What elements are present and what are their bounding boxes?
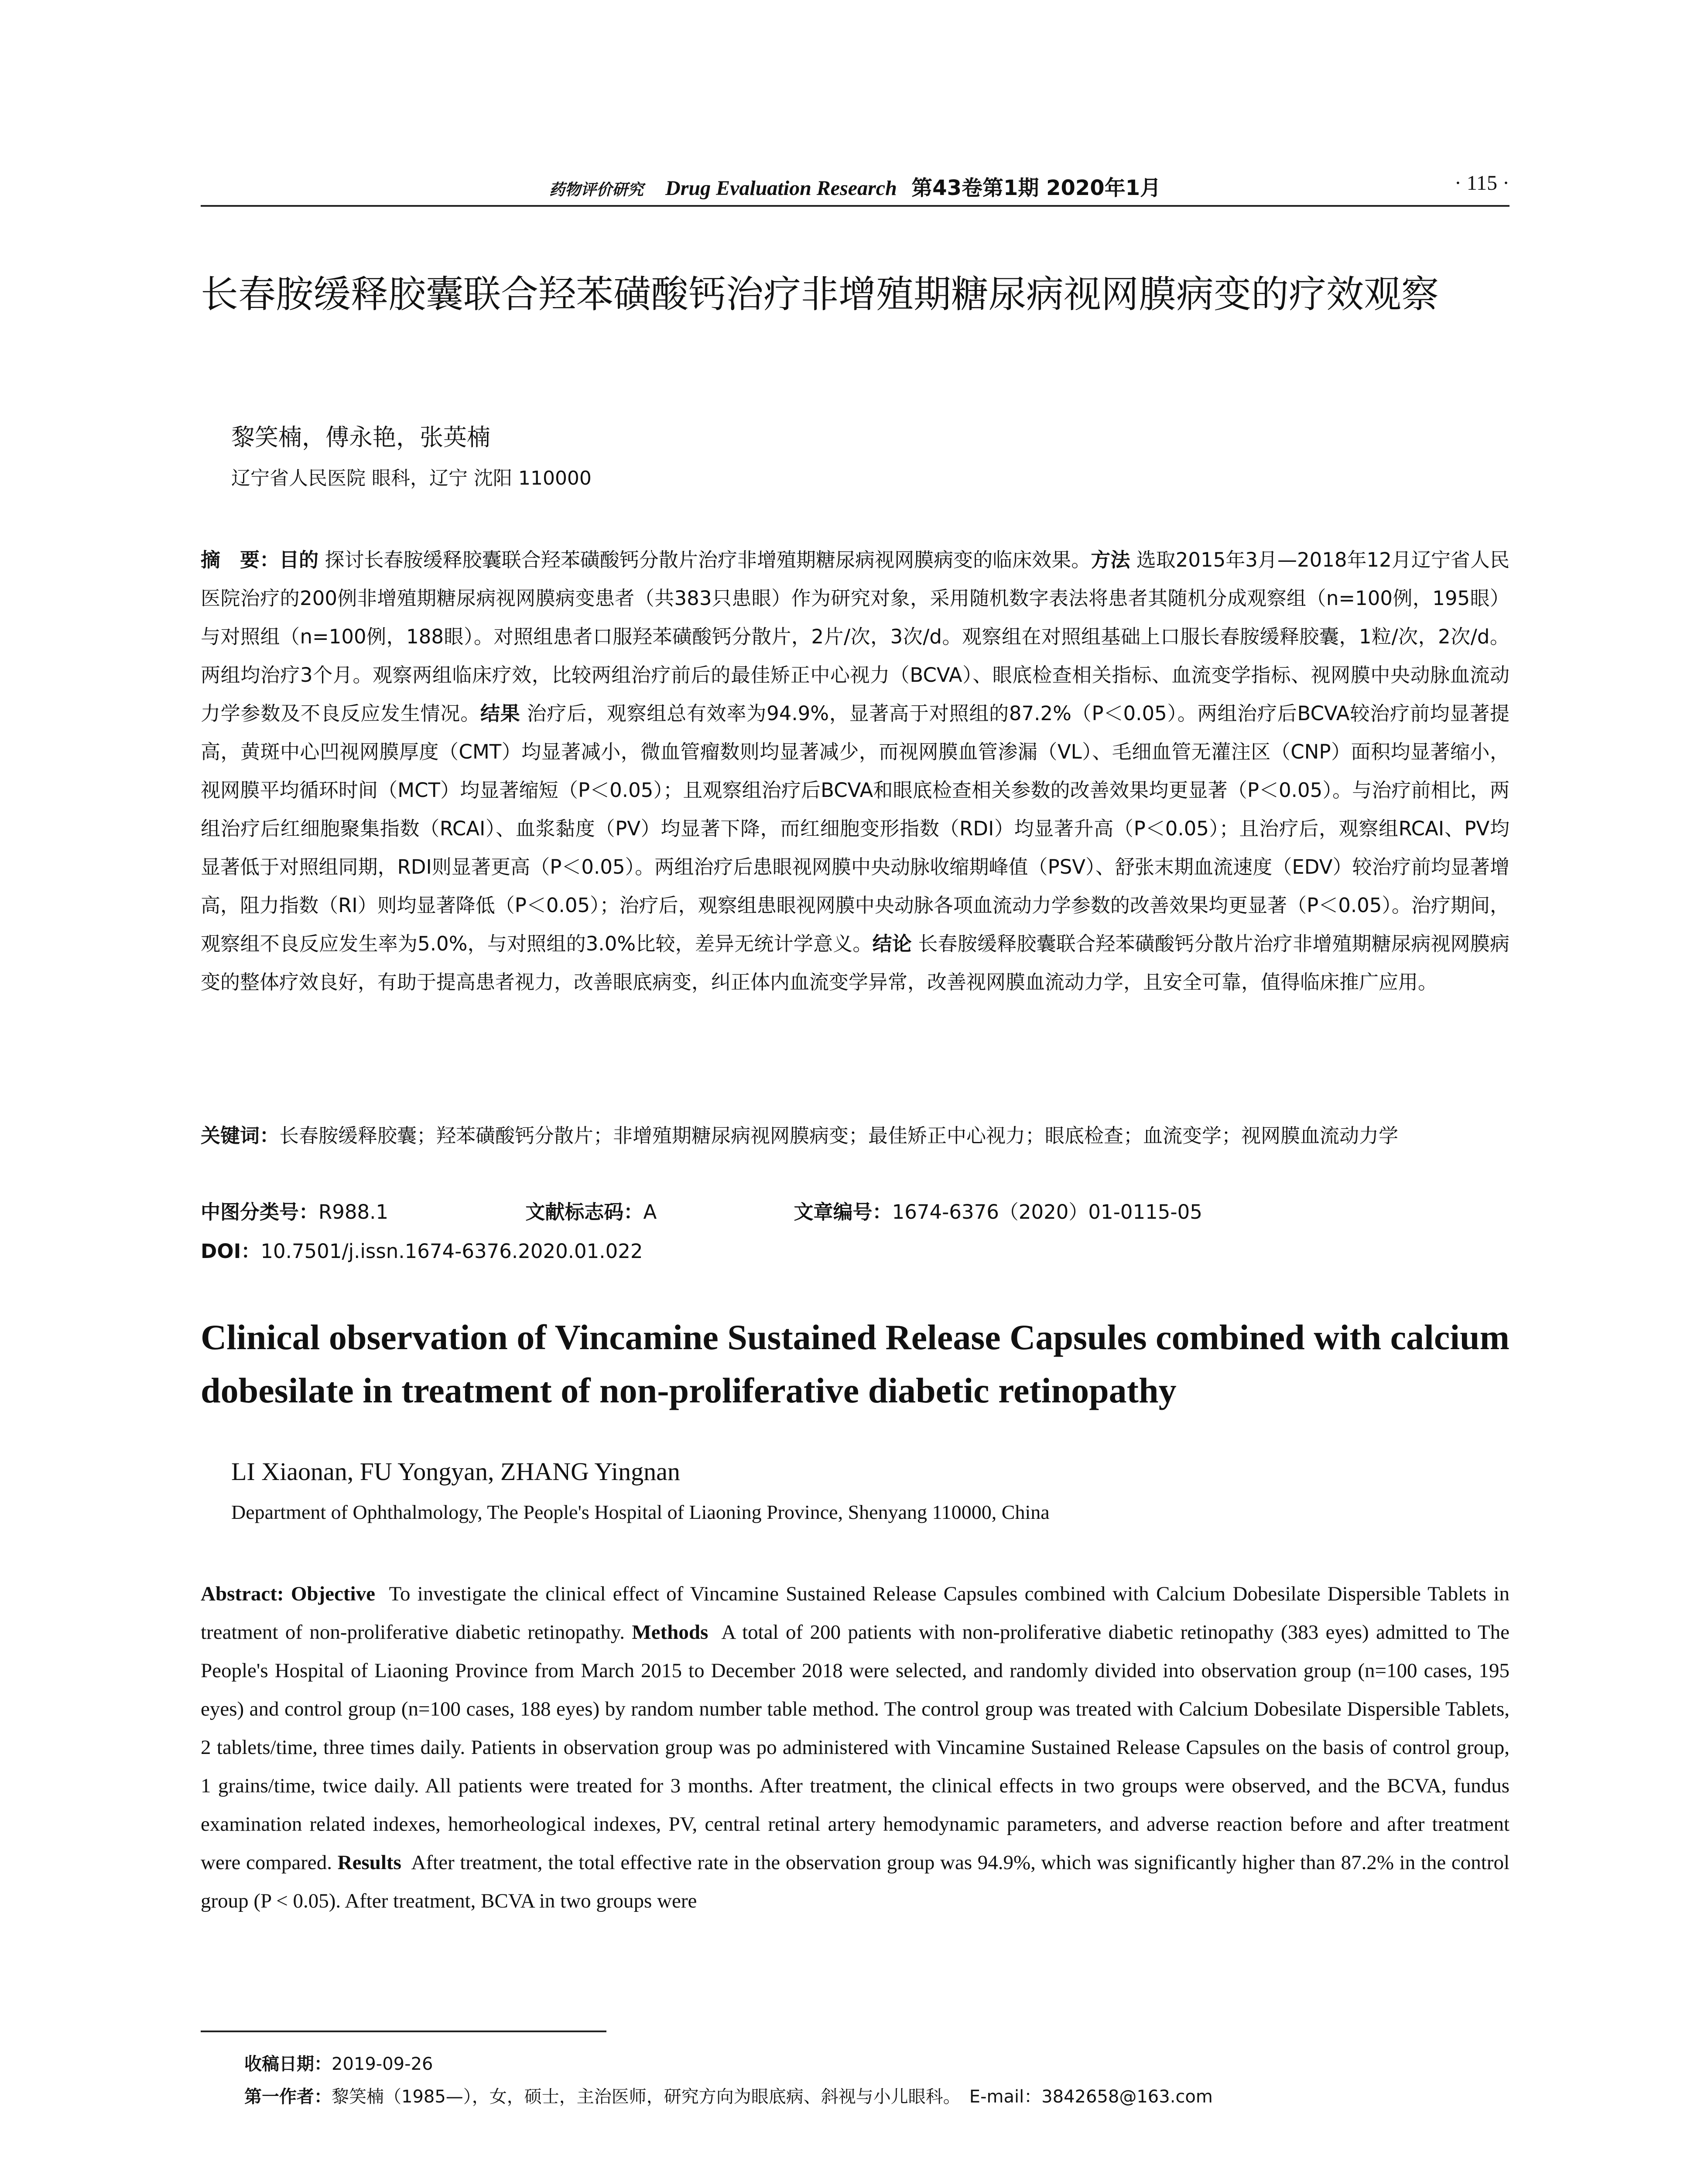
received-date: 收稿日期：2019-09-26 bbox=[244, 2054, 433, 2074]
doi-link[interactable]: 10.7501/j.issn.1674-6376.2020.01.022 bbox=[260, 1240, 643, 1263]
chinese-authors: 黎笑楠，傅永艳，张英楠 bbox=[231, 424, 490, 451]
methods-text: 选取2015年3月—2018年12月辽宁省人民医院治疗的200例非增殖期糖尿病视网膜病变患者（共383只患眼）作为研究对象，采用随机数字表法将患者其随机分成观察组（n=100例，195眼）与对照组（n=100例，188眼）。对照组患者口服羟苯磺酸钙分散片，2片/次，3次/d。观察组在对照组基础上口服长春胺缓释胶囊，1粒/次，2次/d。两组均治疗3个月。观察两组临床疗效，比较两组治疗前后的最佳矫正中心视力（BCVA）、眼底检查相关指标、血流变学指标、视网膜中央动脉血流动力学参数及不良反应发生情况。 bbox=[201, 548, 1509, 725]
journal-line bbox=[201, 171, 1509, 201]
classification-line bbox=[201, 1193, 1509, 1231]
running-header bbox=[201, 171, 1509, 202]
conclusion-text: 长春胺缓释胶囊联合羟苯磺酸钙分散片治疗非增殖期糖尿病视网膜病变的整体疗效良好，有助于提高患者视力，改善眼底病变，纠正体内血流变学异常，改善视网膜血流动力学，且安全可靠，值得临床推广应用。 bbox=[201, 932, 1509, 994]
journal-name: Drug Evaluation Research bbox=[665, 177, 897, 200]
english-authors: LI Xiaonan, FU Yongyan, ZHANG Yingnan bbox=[231, 1457, 680, 1486]
header-rule bbox=[201, 205, 1509, 207]
chinese-abstract bbox=[201, 541, 1509, 1002]
methods-label: 方法 bbox=[1091, 548, 1130, 571]
chinese-affiliation: 辽宁省人民医院 眼科，辽宁 沈阳 110000 bbox=[231, 467, 592, 489]
abstract-label: 摘 要： bbox=[201, 548, 280, 571]
clc-field: 中图分类号：R988.1 bbox=[201, 1200, 389, 1224]
article-number-field: 文章编号：1674-6376（2020）01-0115-05 bbox=[794, 1200, 1202, 1224]
footnote-rule bbox=[201, 2031, 606, 2032]
en-results-label: Results bbox=[337, 1851, 401, 1874]
en-results-text: After treatment, the total effective rate in the observation group was 94.9%, which was significantly higher than 87.2% in the control group (P < 0.05). After treatment, BCVA in two groups were bbox=[201, 1851, 1509, 1912]
page-number: · 115 · bbox=[1454, 171, 1509, 195]
en-objective-label: Objective bbox=[291, 1583, 375, 1605]
keywords-label: 关键词： bbox=[201, 1124, 280, 1147]
issue-info: 第43卷第1期 2020年1月 bbox=[911, 176, 1161, 200]
first-author-note: 第一作者：黎笑楠（1985—），女，硕士，主治医师，研究方向为眼底病、斜视与小儿眼科。 E-mail：3842658@163.com bbox=[244, 2087, 1213, 2107]
en-methods-label: Methods bbox=[632, 1621, 709, 1644]
results-label: 结果 bbox=[480, 702, 520, 725]
conclusion-label: 结论 bbox=[872, 932, 912, 955]
english-title: Clinical observation of Vincamine Sustained Release Capsules combined with calcium dobesilate in treatment of non-proliferative diabetic retinopathy bbox=[201, 1317, 1509, 1410]
en-methods-text: A total of 200 patients with non-proliferative diabetic retinopathy (383 eyes) admitted to The People's Hospital of Liaoning Province from March 2015 to December 2018 were selected, and randomly divided into observation group (n=100 cases, 195 eyes) and control group (n=100 cases, 188 eyes) by random number table method. The control group was treated with Calcium Dobesilate Dispersible Tablets, 2 tablets/time, three times daily. Patients in observation group was po administered with Vincamine Sustained Release Capsules on the basis of control group, 1 grains/time, twice daily. All patients were treated for 3 months. After treatment, the clinical effects in two groups were observed, and the BCVA, fundus examination related indexes, hemorheological indexes, PV, central retinal artery hemodynamic parameters, and adverse reaction before and after treatment were compared. bbox=[201, 1621, 1509, 1874]
en-abstract-label: Abstract: bbox=[201, 1583, 284, 1605]
keywords bbox=[201, 1117, 1509, 1155]
journal-logo: 药物评价研究 bbox=[549, 181, 643, 199]
results-text: 治疗后，观察组总有效率为94.9%，显著高于对照组的87.2%（P＜0.05）。两组治疗后BCVA较治疗前均显著提高，黄斑中心凹视网膜厚度（CMT）均显著减小，微血管瘤数则均显著减少，而视网膜血管渗漏（VL）、毛细血管无灌注区（CNP）面积均显著缩小，视网膜平均循环时间（MCT）均显著缩短（P＜0.05）；且观察组治疗后BCVA和眼底检查相关参数的改善效果均更显著（P＜0.05）。与治疗前相比，两组治疗后红细胞聚集指数（RCAI）、血浆黏度（PV）均显著下降，而红细胞变形指数（RDI）均显著升高（P＜0.05）；且治疗后，观察组RCAI、PV均显著低于对照组同期，RDI则显著更高（P＜0.05）。两组治疗后患眼视网膜中央动脉收缩期峰值（PSV）、舒张末期血流速度（EDV）较治疗前均显著增高，阻力指数（RI）则均显著降低（P＜0.05）；治疗后，观察组患眼视网膜中央动脉各项血流动力学参数的改善效果均更显著（P＜0.05）。治疗期间，观察组不良反应发生率为5.0%，与对照组的3.0%比较，差异无统计学意义。 bbox=[201, 702, 1509, 955]
english-affiliation: Department of Ophthalmology, The People's Hospital of Liaoning Province, Shenyang 110000, China bbox=[231, 1501, 1050, 1523]
keywords-text: 长春胺缓释胶囊；羟苯磺酸钙分散片；非增殖期糖尿病视网膜病变；最佳矫正中心视力；眼底检查；血流变学；视网膜血流动力学 bbox=[279, 1124, 1399, 1147]
doi-label: DOI： bbox=[201, 1240, 261, 1263]
objective-text: 探讨长春胺缓释胶囊联合羟苯磺酸钙分散片治疗非增殖期糖尿病视网膜病变的临床效果。 bbox=[325, 548, 1091, 571]
doc-code-field: 文献标志码：A bbox=[525, 1200, 657, 1224]
chinese-title: 长春胺缓释胶囊联合羟苯磺酸钙治疗非增殖期糖尿病视网膜病变的疗效观察 bbox=[201, 273, 1439, 316]
doi-line bbox=[201, 1232, 643, 1271]
english-abstract bbox=[201, 1575, 1509, 1920]
en-objective-text: To investigate the clinical effect of Vincamine Sustained Release Capsules combined with Calcium Dobesilate Dispersible Tablets in treatment of non-proliferative diabetic retinopathy. bbox=[201, 1583, 1510, 1644]
objective-label: 目的 bbox=[279, 548, 319, 571]
